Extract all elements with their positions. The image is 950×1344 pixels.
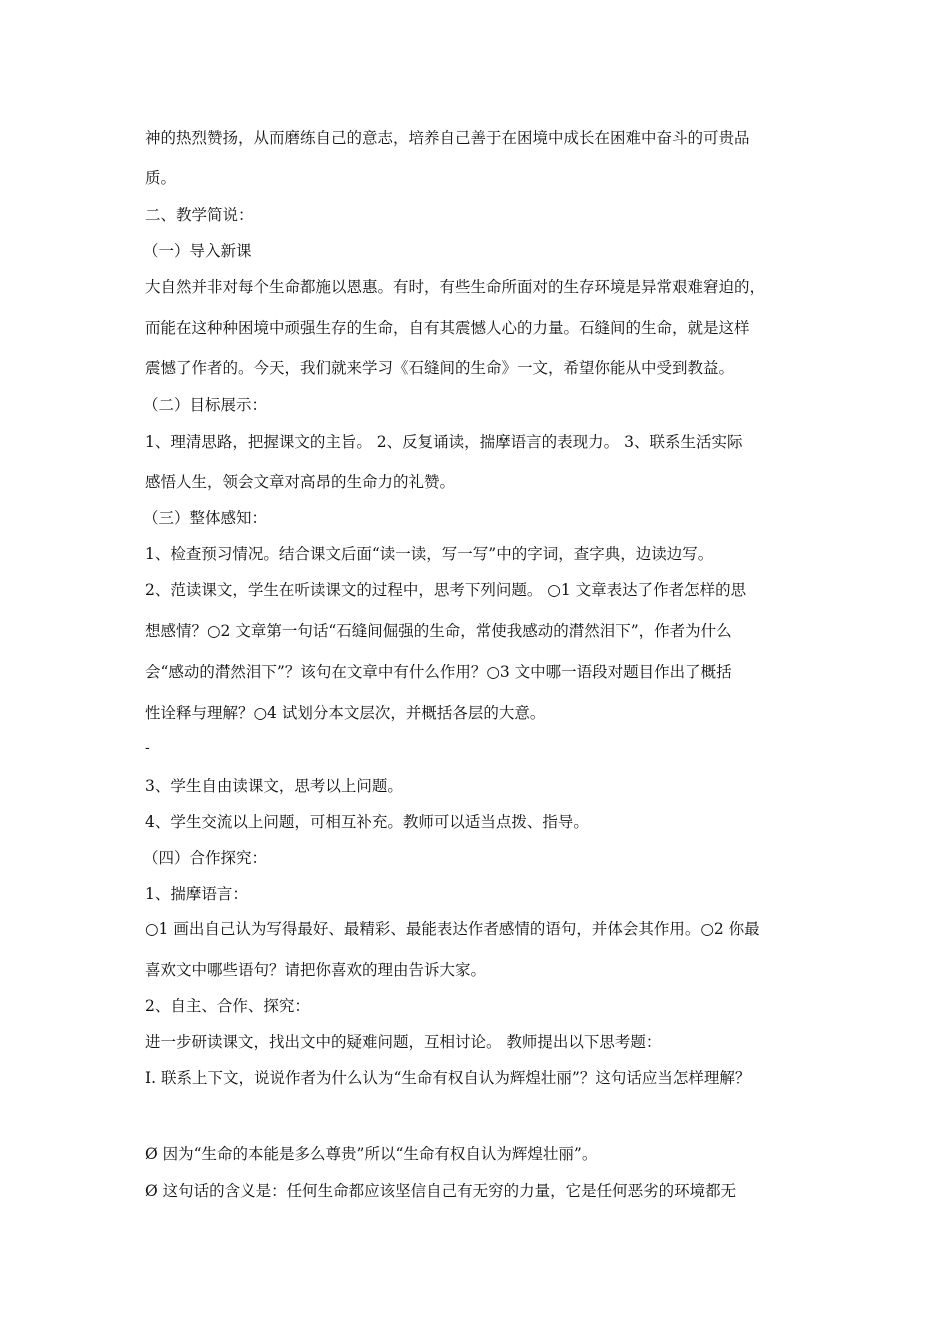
paragraph-line: ○1 画出自己认为写得最好、最精彩、最能表达作者感情的语句，并体会其作用。○2 你最	[145, 920, 760, 938]
subsection-heading: （二）目标展示：	[143, 396, 268, 414]
answer-bullet: Ø 因为“生命的本能是多么尊贵”所以“生命有权自认为辉煌壮丽”。	[145, 1145, 598, 1163]
paragraph-line: 3、学生自由读课文，思考以上问题。	[145, 777, 403, 795]
paragraph-line: 1、理清思路，把握课文的主旨。 2、反复诵读，揣摩语言的表现力。 3、联系生活实际	[145, 433, 743, 451]
dash-marker: -	[145, 740, 150, 756]
paragraph-line: 4、学生交流以上问题，可相互补充。教师可以适当点拨、指导。	[145, 813, 589, 831]
paragraph-line: 神的热烈赞扬，从而磨练自己的意志，培养自己善于在困境中成长在困难中奋斗的可贵品	[145, 129, 750, 147]
paragraph-line: 质。	[145, 169, 177, 187]
paragraph-line: 1、检查预习情况。结合课文后面“读一读，写一写”中的字词，查字典，边读边写。	[145, 545, 714, 563]
paragraph-line: 性诠释与理解？○4 试划分本文层次，并概括各层的大意。	[145, 704, 546, 722]
answer-bullet: Ø 这句话的含义是：任何生命都应该坚信自己有无穷的力量，它是任何恶劣的环境都无	[145, 1182, 737, 1200]
paragraph-line: 1、揣摩语言：	[145, 885, 248, 903]
question-line: I. 联系上下文，说说作者为什么认为“生命有权自认为辉煌壮丽”？这句话应当怎样理解？	[145, 1069, 751, 1087]
subsection-heading: （三）整体感知：	[143, 509, 268, 527]
section-heading: 二、教学简说：	[145, 206, 254, 224]
paragraph-line: 震憾了作者的。今天，我们就来学习《石缝间的生命》一文，希望你能从中受到教益。	[145, 359, 735, 377]
paragraph-line: 想感情？○2 文章第一句话“石缝间倔强的生命，常使我感动的潸然泪下”，作者为什么	[145, 622, 732, 640]
paragraph-line: 而能在这种种困境中顽强生存的生命，自有其震憾人心的力量。石缝间的生命，就是这样	[145, 319, 750, 337]
paragraph-line: 喜欢文中哪些语句？请把你喜欢的理由告诉大家。	[145, 961, 487, 979]
paragraph-line: 会“感动的潸然泪下”？该句在文章中有什么作用？○3 文中哪一语段对题目作出了概括	[145, 663, 732, 681]
paragraph-line: 进一步研读课文，找出文中的疑难问题，互相讨论。 教师提出以下思考题：	[145, 1033, 662, 1051]
subsection-heading: （四）合作探究：	[143, 849, 268, 867]
paragraph-line: 感悟人生，领会文章对高昂的生命力的礼赞。	[145, 473, 456, 491]
paragraph-line: 2、自主、合作、探究：	[145, 997, 310, 1015]
subsection-heading: （一）导入新课	[143, 242, 252, 260]
paragraph-line: 大自然并非对每个生命都施以恩惠。有时，有些生命所面对的生存环境是异常艰难窘迫的，	[145, 278, 766, 296]
paragraph-line: 2、范读课文，学生在听读课文的过程中，思考下列问题。 ○1 文章表达了作者怎样的思	[145, 581, 747, 599]
